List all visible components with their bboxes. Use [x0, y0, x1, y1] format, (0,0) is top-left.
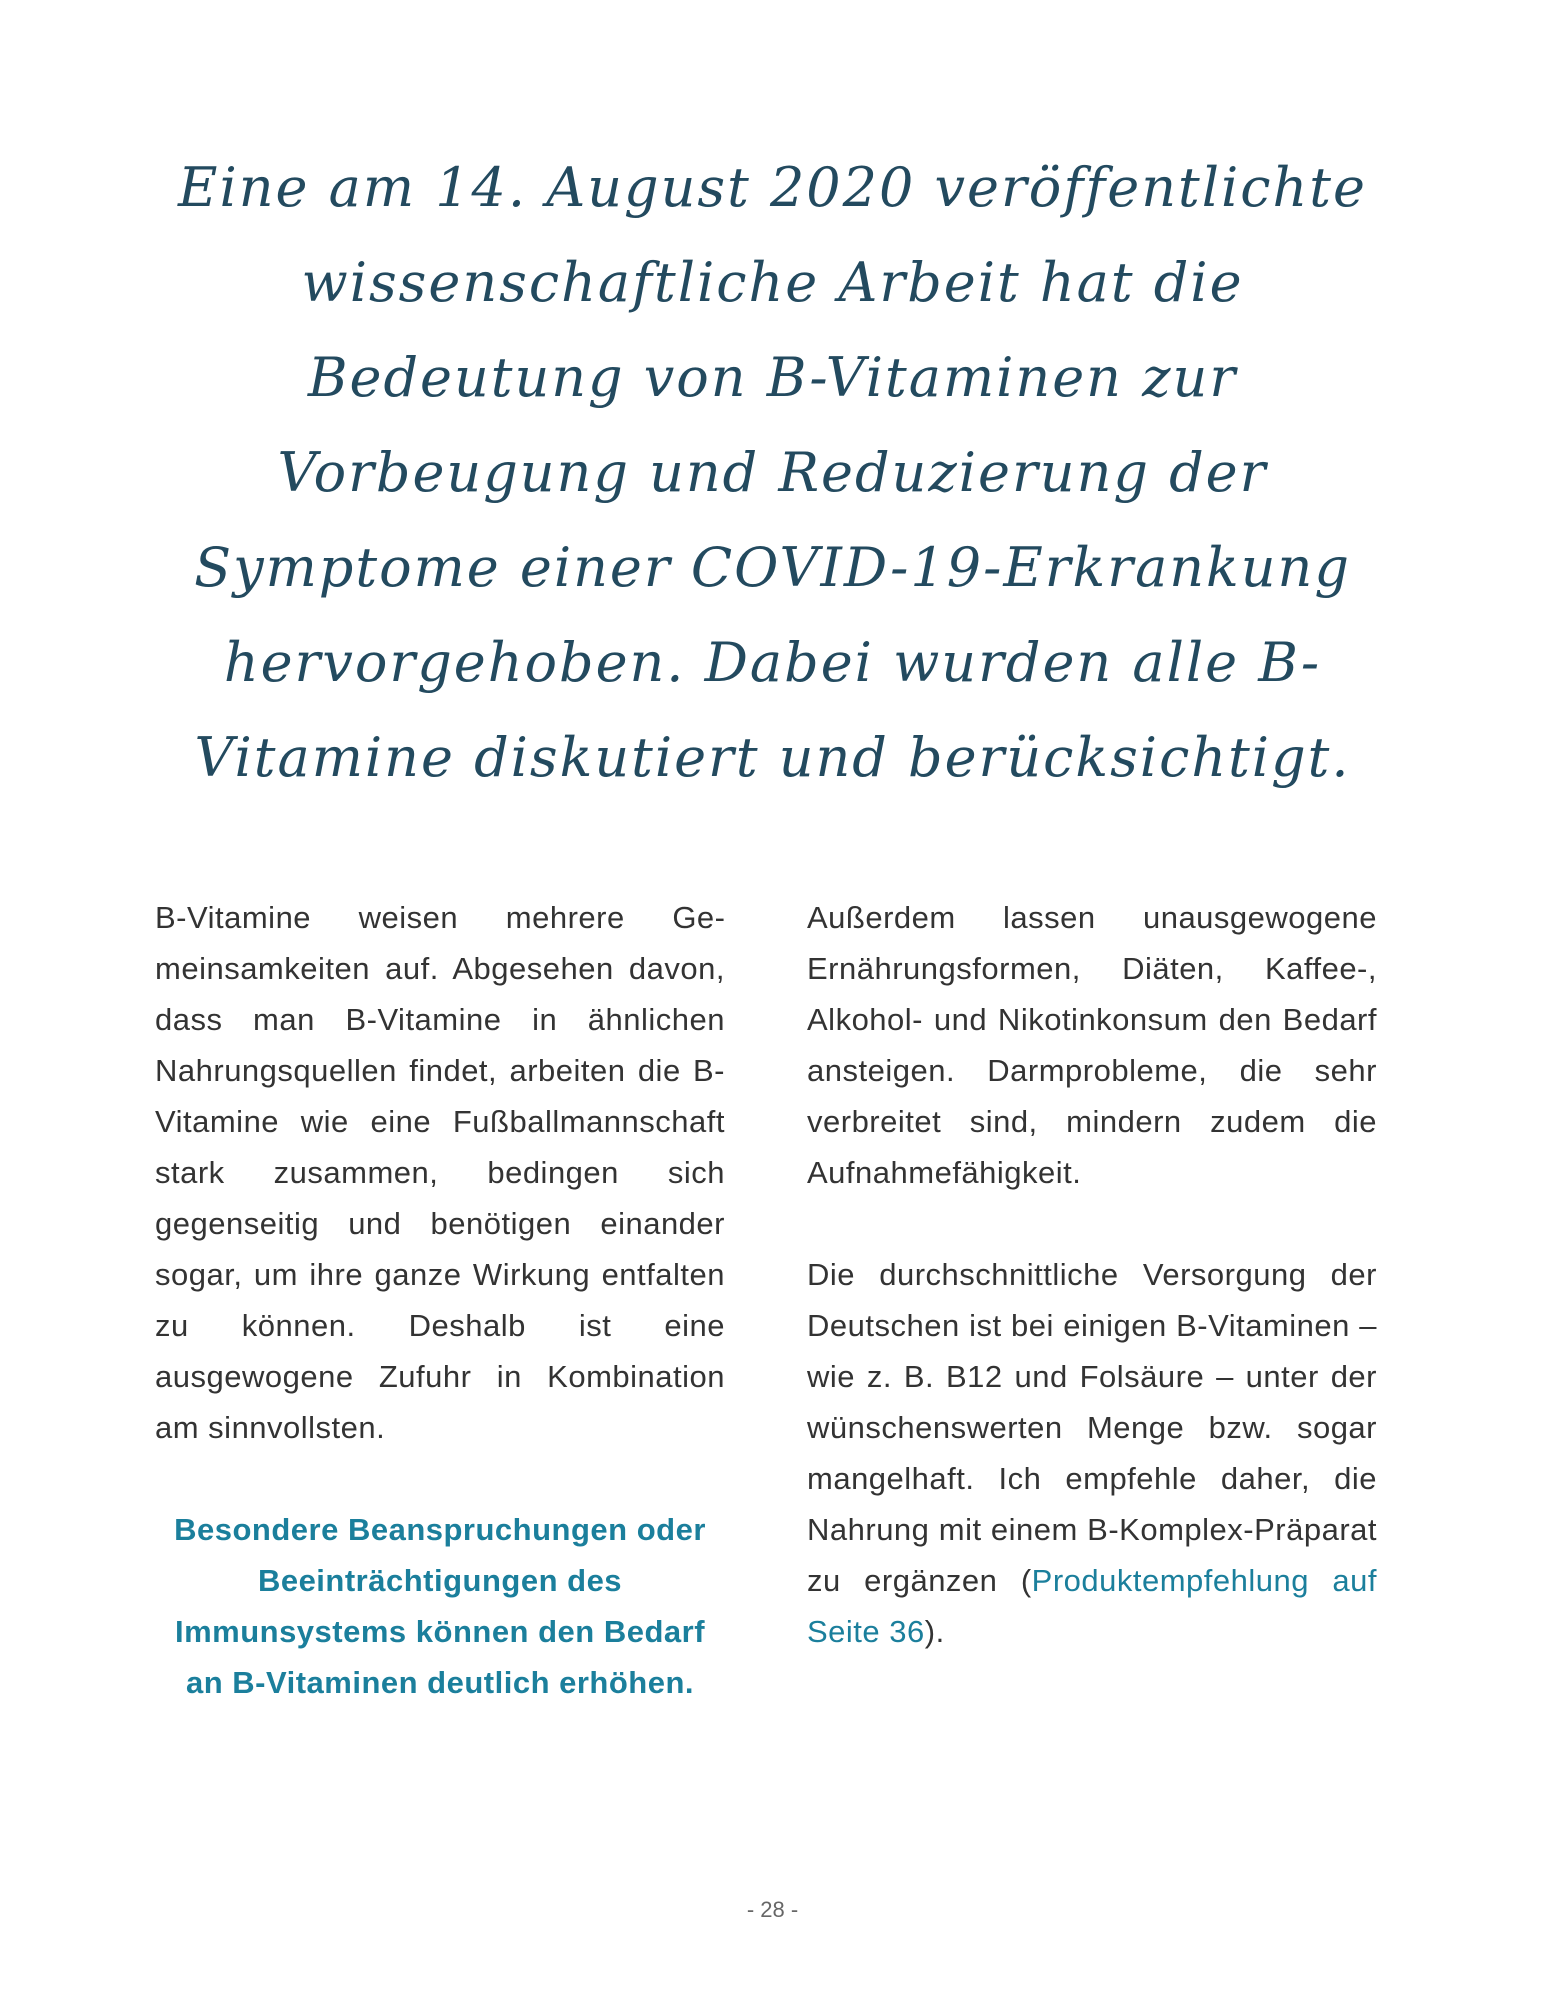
pull-quote: Eine am 14. August 2020 veröffentlichte wissenschaftliche Arbeit hat die Bedeutung von B-Vitaminen zur Vorbeugung und Reduzierung der Symptome einer COVID-19-Erkrankung hervorgehoben. Dabei wurden alle B-Vitamine diskutiert und berücksichtigt.: [178, 156, 1367, 789]
product-recommendation-link[interactable]: Produktempfehlung auf Seite 36: [807, 1563, 1377, 1649]
highlight-callout: Besondere Beanspruchungen oder Beeinträchtigungen des Immunsystems können den Bedarf an B-Vitaminen deutlich erhöhen.: [174, 1512, 706, 1700]
left-column: [155, 892, 725, 1708]
right-column: [807, 892, 1377, 1657]
paragraph-end: ).: [924, 1614, 945, 1649]
body-paragraph-with-link: [807, 1249, 1377, 1657]
body-paragraph: B-Vitamine weisen mehrere Gemeinsamkeiten auf. Abgesehen davon, dass man B-Vitamine in ähnlichen Nahrungsquellen findet, arbeiten die B-Vitamine wie eine Fußballmannschaft stark zusammen, bedingen sich gegenseitig und benötigen einander sogar, um ihre ganze Wirkung entfalten zu können. Deshalb ist eine ausgewogene Zufuhr in Kombination am sinnvollsten.: [155, 900, 725, 1445]
paragraph-text: Die durchschnittliche Versorgung der Deutschen ist bei einigen B-Vitaminen – wie z. B. B12 und Folsäure – unter der wünschenswerten Menge bzw. sogar mangelhaft. Ich empfehle daher, die Nahrung mit einem B-Komplex-Präparat zu ergänzen (: [807, 1257, 1377, 1598]
page-number: - 28 -: [746, 1897, 799, 1922]
body-paragraph: Außerdem lassen unausgewogene Ernährungsformen, Diäten, Kaffee-, Alkohol- und Nikotinkonsum den Bedarf ansteigen. Darmprobleme, die sehr verbreitet sind, mindern zudem die Aufnahmefähigkeit.: [807, 900, 1377, 1190]
